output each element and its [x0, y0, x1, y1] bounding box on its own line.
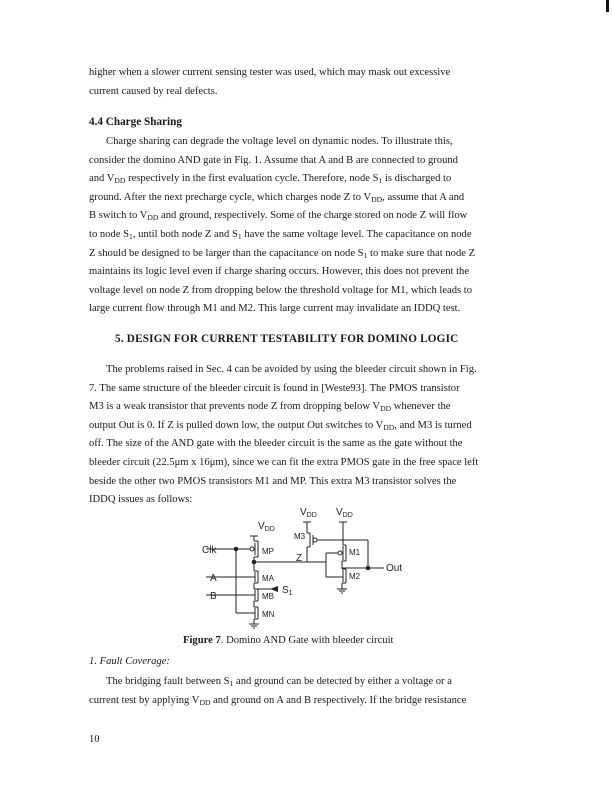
junction-dot	[366, 566, 370, 570]
text-line: bleeder circuit (22.5μm x 16μm), since we can fit the extra PMOS gate in the free space left	[89, 456, 479, 468]
m3-bubble	[313, 538, 317, 542]
vdd-label-left: $V_{DD}$	[258, 521, 275, 533]
clk-label: Clk	[202, 545, 217, 556]
node-z-label: Z	[296, 553, 303, 564]
text-line: Charge sharing can degrade the voltage level on dynamic nodes. To illustrate this,	[106, 136, 453, 147]
text-line: maintains its logic level even if charge sharing occurs. However, this does not prevent the	[89, 266, 470, 278]
intro-line: current caused by real defects.	[89, 85, 218, 97]
intro-paragraph	[89, 64, 525, 101]
circuit-diagram	[196, 505, 416, 633]
figure-caption: Figure 7. Domino AND Gate with bleeder circuit	[183, 635, 394, 646]
b-input-label: B	[210, 591, 217, 602]
mp-bubble	[250, 547, 254, 551]
text-line: B switch to $V_{DD}$ and ground, respectively. Some of the charge stored on node Z will flow	[89, 210, 468, 223]
a-input-label: A	[210, 573, 217, 584]
text-line: Z should be designed to be larger than the capacitance on node $S_1$ to make sure that node Z	[89, 247, 476, 260]
text-line: voltage level on node Z from dropping below the threshold voltage for M1, which leads to	[89, 284, 473, 296]
section-5-paragraph	[89, 361, 525, 510]
vdd-label-m3: $V_{DD}$	[300, 507, 317, 519]
node-s1-label: $S_1$	[282, 585, 293, 597]
text-line: off. The size of the AND gate with the bleeder circuit is the same as the gate without the	[89, 438, 463, 450]
text-line: consider the domino AND gate in Fig. 1. Assume that A and B are connected to ground	[89, 154, 458, 166]
m1-label: M1	[349, 548, 361, 557]
text-line: ground. After the next precharge cycle, which charges node Z to $V_{DD}$, assume that A and	[89, 191, 465, 204]
ma-label: MA	[262, 574, 274, 583]
text-line: to node $S_1$, until both node Z and $S_1$ have the same voltage level. The capacitance on node	[89, 228, 472, 241]
m2-label: M2	[349, 572, 361, 581]
text-line: The bridging fault between $S_1$ and ground can be detected by either a voltage or a	[106, 676, 452, 688]
vdd-label-m1: $V_{DD}$	[336, 507, 353, 519]
text-line: output Out is 0. If Z is pulled down low, the output Out switches to $V_{DD}$, and M3 is turned	[89, 419, 472, 432]
fault-coverage-paragraph	[89, 673, 525, 710]
text-line: current test by applying $V_{DD}$ and ground on A and B respectively. If the bridge resistance	[89, 694, 467, 707]
mb-label: MB	[262, 592, 274, 601]
text-line: 7. The same structure of the bleeder circuit is found in [Weste93]. The PMOS transistor	[89, 382, 460, 394]
m1-bubble	[338, 551, 342, 555]
text-line: beside the other two PMOS transistors M1 and MP. This extra M3 transistor solves the	[89, 475, 457, 487]
fault-coverage-heading: 1. Fault Coverage:	[89, 656, 170, 667]
page-number: 10	[89, 734, 100, 745]
mn-label: MN	[262, 610, 275, 619]
intro-line: higher when a slower current sensing tester was used, which may mask out excessive	[89, 67, 451, 78]
text-line: IDDQ issues as follows:	[89, 494, 193, 506]
mp-label: MP	[262, 547, 274, 556]
page-edge-mark	[606, 0, 609, 12]
out-label: Out	[386, 563, 403, 574]
text-line: M3 is a weak transistor that prevents node Z from dropping below $V_{DD}$ whenever the	[89, 401, 451, 414]
section-5-heading: 5. DESIGN FOR CURRENT TESTABILITY FOR DOMINO LOGIC	[115, 333, 459, 345]
m3-label: M3	[294, 532, 306, 541]
section-4-4-paragraph	[89, 133, 525, 319]
text-line: and $V_{DD}$ respectively in the first evaluation cycle. Therefore, node $S_1$ is discharged to	[89, 173, 452, 186]
domino-and-gate-figure	[196, 505, 416, 633]
text-line: The problems raised in Sec. 4 can be avoided by using the bleeder circuit shown in Fig.	[106, 364, 477, 375]
section-4-4-heading: 4.4 Charge Sharing	[89, 116, 182, 128]
text-line: large current flow through M1 and M2. This large current may invalidate an IDDQ test.	[89, 303, 461, 315]
